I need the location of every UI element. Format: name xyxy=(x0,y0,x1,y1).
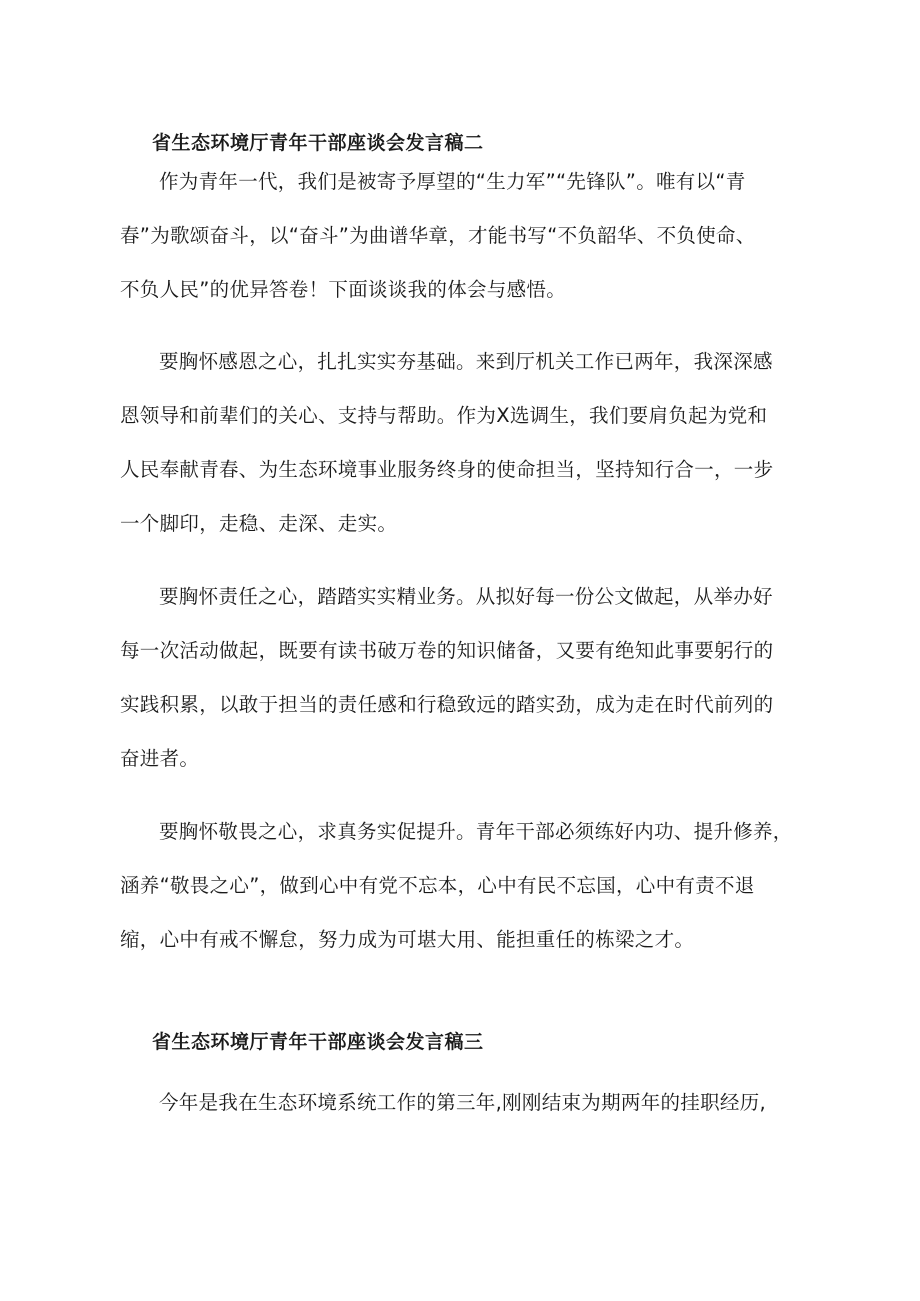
text-line: 作为青年一代，我们是被寄予厚望的“生力军”“先锋队”。唯有以“青 xyxy=(159,170,746,193)
text-line: 要胸怀感恩之心，扎扎实实夯基础。来到厅机关工作已两年，我深深感 xyxy=(159,350,773,373)
paragraph xyxy=(120,805,800,967)
text-line: 奋进者。 xyxy=(120,747,200,770)
text-line: 春”为歌颂奋斗，以“奋斗”为曲谱华章，才能书写“不负韶华、不负使命、 xyxy=(120,224,756,247)
text-line: 恩领导和前辈们的关心、支持与帮助。作为X选调生，我们要肩负起为党和 xyxy=(120,404,768,427)
section-heading: 省生态环境厅青年干部座谈会发言稿二 xyxy=(152,132,484,154)
text-line: 要胸怀敬畏之心，求真务实促提升。青年干部必须练好内功、提升修养， xyxy=(159,820,793,843)
paragraph xyxy=(120,1076,800,1130)
paragraph xyxy=(120,335,800,551)
section-heading: 省生态环境厅青年干部座谈会发言稿三 xyxy=(152,1031,484,1053)
text-line: 实践积累，以敢于担当的责任感和行稳致远的踏实劲，成为走在时代前列的 xyxy=(120,693,774,716)
text-line: 今年是我在生态环境系统工作的第三年,刚刚结束为期两年的挂职经历, xyxy=(159,1091,766,1114)
text-line: 涵养“敬畏之心”，做到心中有党不忘本，心中有民不忘国，心中有责不退 xyxy=(120,874,755,897)
text-line: 要胸怀责任之心，踏踏实实精业务。从拟好每一份公文做起，从举办好 xyxy=(159,585,773,608)
text-line: 不负人民”的优异答卷！下面谈谈我的体会与感悟。 xyxy=(120,278,567,301)
paragraph xyxy=(120,570,800,786)
paragraph xyxy=(120,155,800,317)
text-line: 一个脚印，走稳、走深、走实。 xyxy=(120,512,398,535)
text-line: 缩，心中有戒不懈怠，努力成为可堪大用、能担重任的栋梁之才。 xyxy=(120,928,695,951)
text-line: 每一次活动做起，既要有读书破万卷的知识储备，又要有绝知此事要躬行的 xyxy=(120,639,774,662)
text-line: 人民奉献青春、为生态环境事业服务终身的使命担当，坚持知行合一，一步 xyxy=(120,458,774,481)
